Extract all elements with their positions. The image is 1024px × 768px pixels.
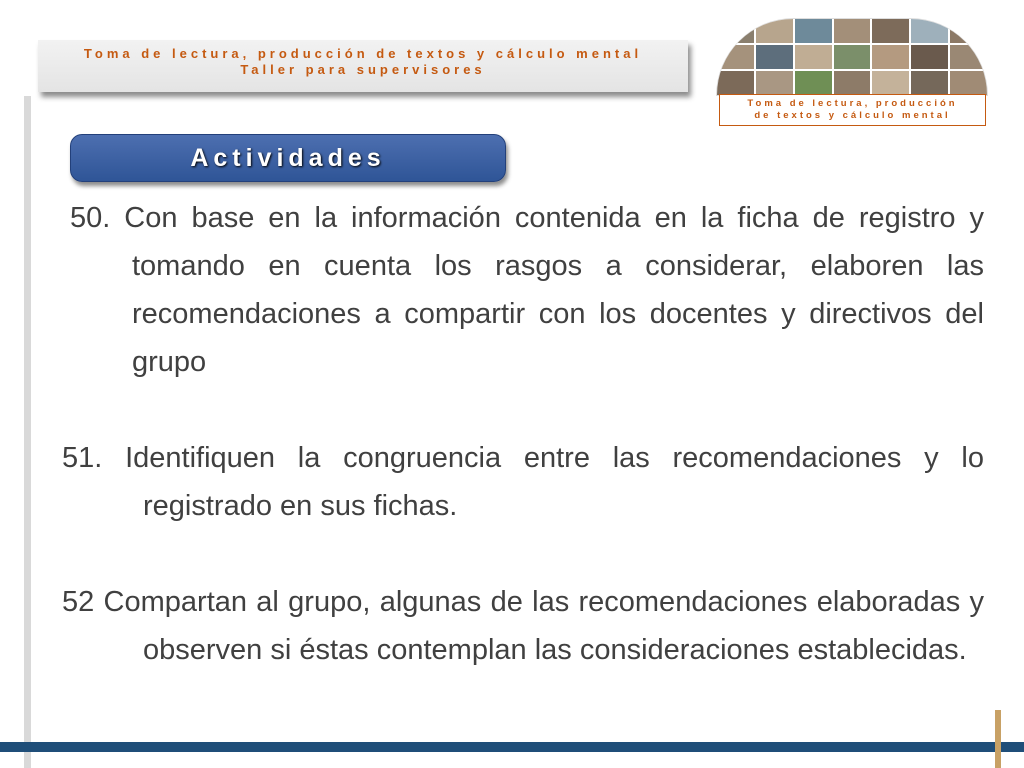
header-banner — [38, 40, 688, 92]
left-vertical-rule — [24, 96, 31, 768]
logo-caption-line1: Toma de lectura, producción — [747, 98, 958, 109]
logo-caption-line2: de textos y cálculo mental — [754, 110, 951, 121]
activity-item-52: 52 Compartan al grupo, algunas de las recomendaciones elaboradas y observen si éstas contemplan las consideraciones establecidas. — [62, 586, 984, 666]
header-subtitle: Taller para supervisores — [240, 62, 486, 77]
section-title: Actividades — [190, 143, 386, 172]
footer-bar — [0, 742, 1024, 752]
activity-list — [62, 194, 984, 674]
photo-collage-grid — [717, 19, 987, 95]
footer-accent-bar — [995, 710, 1001, 768]
header-title: Toma de lectura, producción de textos y cálculo mental — [83, 46, 643, 61]
section-title-pill — [70, 134, 506, 182]
photo-collage-logo — [716, 18, 988, 96]
logo-caption — [719, 94, 986, 126]
activity-item-50: 50. Con base en la información contenida en la ficha de registro y tomando en cuenta los rasgos a considerar, elaboren las recomendaciones a compartir con los docentes y directivos del grupo — [70, 202, 984, 378]
activity-item-51: 51. Identifiquen la congruencia entre las recomendaciones y lo registrado en sus fichas. — [62, 442, 984, 522]
